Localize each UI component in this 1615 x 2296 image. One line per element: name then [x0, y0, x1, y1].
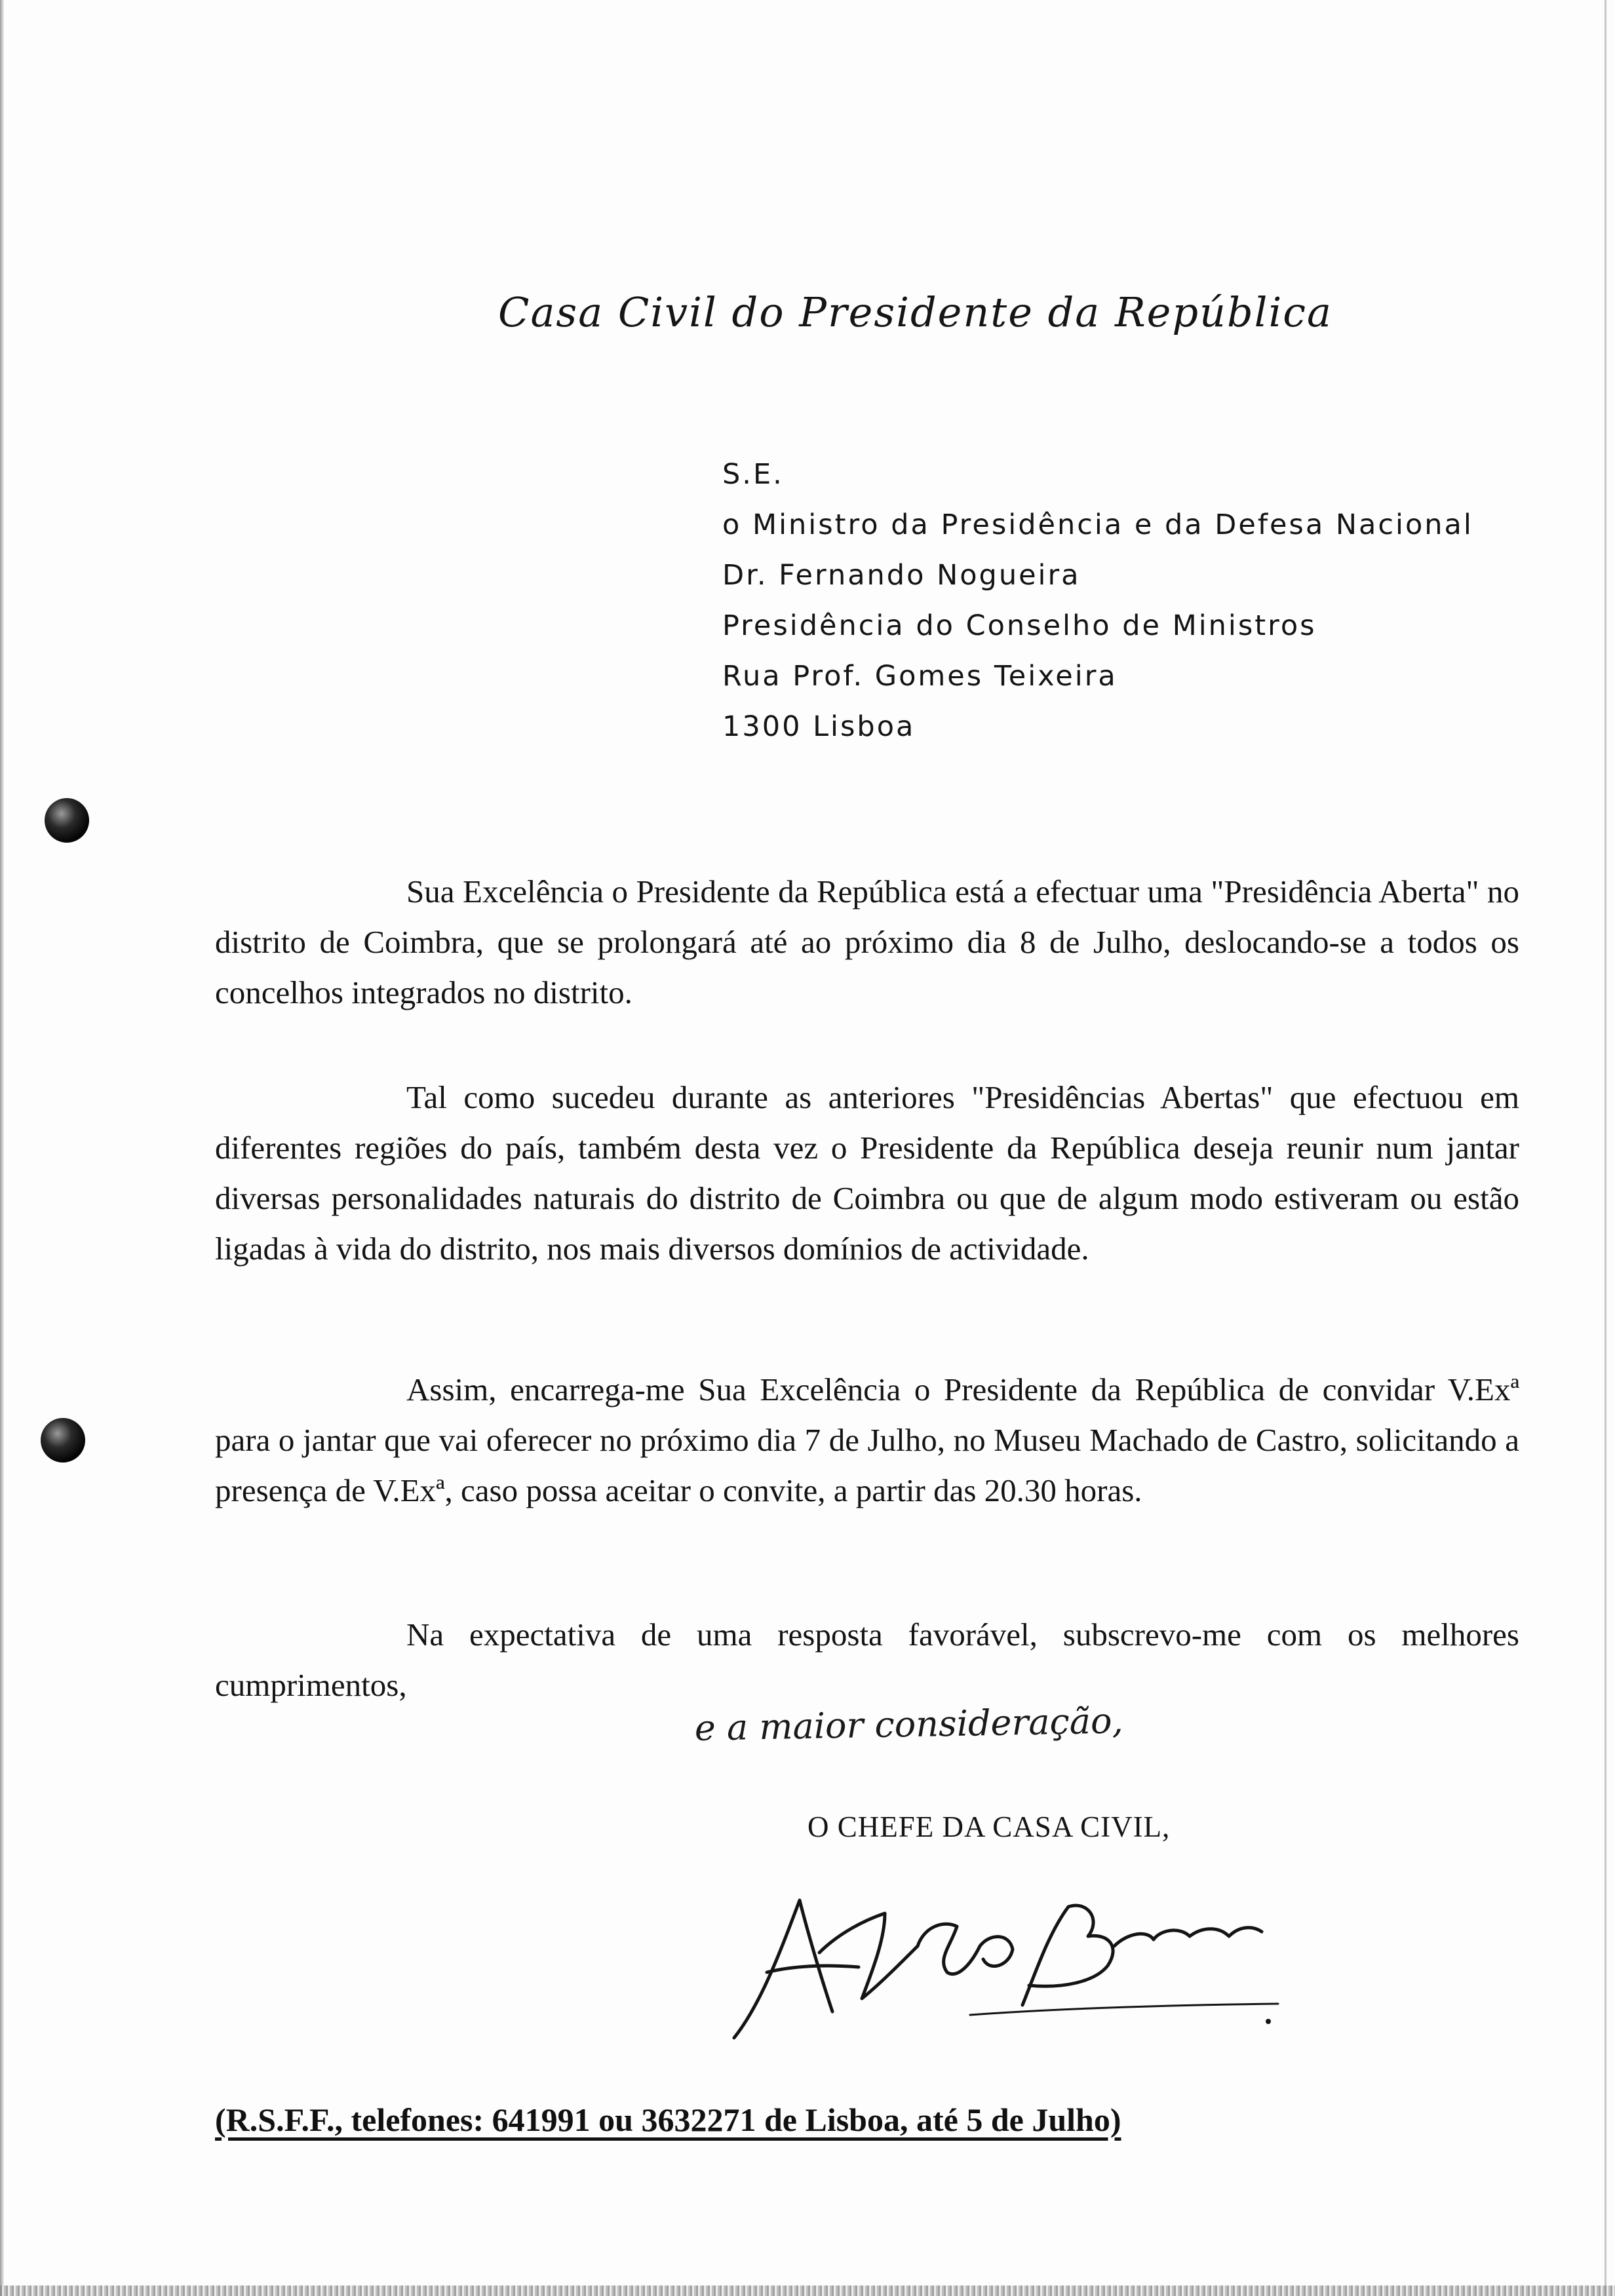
- addressee-block: [722, 450, 1574, 752]
- letterhead: Casa Civil do Presidente da República: [498, 288, 1333, 336]
- addressee-city: 1300 Lisboa: [722, 710, 916, 743]
- body-paragraph-text: Na expectativa de uma resposta favorável, subscrevo-me com os melhores cumprimentos,: [215, 1617, 1519, 1703]
- scan-edge-left: [0, 0, 4, 2296]
- footer-note: (R.S.F.F., telefones: 641991 ou 3632271 de Lisboa, até 5 de Julho): [215, 2101, 1121, 2138]
- body-paragraph: [215, 1364, 1519, 1516]
- body-paragraph-text: Assim, encarrega-me Sua Excelência o Presidente da República de convidar V.Exª para o jantar que vai oferecer no próximo dia 7 de Julho, no Museu Machado de Castro, solicitando a presença de V.Exª, caso possa aceitar o convite, a partir das 20.30 horas.: [215, 1371, 1519, 1508]
- body-paragraph-text: Sua Excelência o Presidente da República está a efectuar uma "Presidência Aberta" no distrito de Coimbra, que se prolongará até ao próximo dia 8 de Julho, deslocando-se a todos os concelhos integrados no distrito.: [215, 873, 1519, 1010]
- punch-hole-icon: [45, 798, 89, 843]
- body-paragraph: [215, 866, 1519, 1018]
- body-paragraph-text: Tal como sucedeu durante as anteriores "Presidências Abertas" que efectuou em diferentes regiões do país, também desta vez o Presidente da República deseja reunir num jantar diversas personalidades naturais do distrito de Coimbra ou que de algum modo estiveram ou estão ligadas à vida do distrito, nos mais diversos domínios de actividade.: [215, 1079, 1519, 1267]
- addressee-street: Rua Prof. Gomes Teixeira: [722, 660, 1118, 693]
- addressee-name: Dr. Fernando Nogueira: [722, 559, 1081, 592]
- addressee-salutation: S.E.: [722, 458, 784, 491]
- signer-title: O CHEFE DA CASA CIVIL,: [808, 1810, 1171, 1843]
- scan-edge-bottom: [0, 2286, 1615, 2296]
- signature: [721, 1874, 1285, 2051]
- addressee-role: o Ministro da Presidência e da Defesa Nacional: [722, 508, 1473, 541]
- handwritten-closing: e a maior consideração,: [694, 1700, 1124, 1749]
- body-paragraph: [215, 1072, 1519, 1274]
- punch-hole-icon: [41, 1418, 85, 1463]
- addressee-institution: Presidência do Conselho de Ministros: [722, 609, 1317, 642]
- body-paragraph: [215, 1609, 1519, 1710]
- scan-edge-right: [1605, 0, 1606, 2296]
